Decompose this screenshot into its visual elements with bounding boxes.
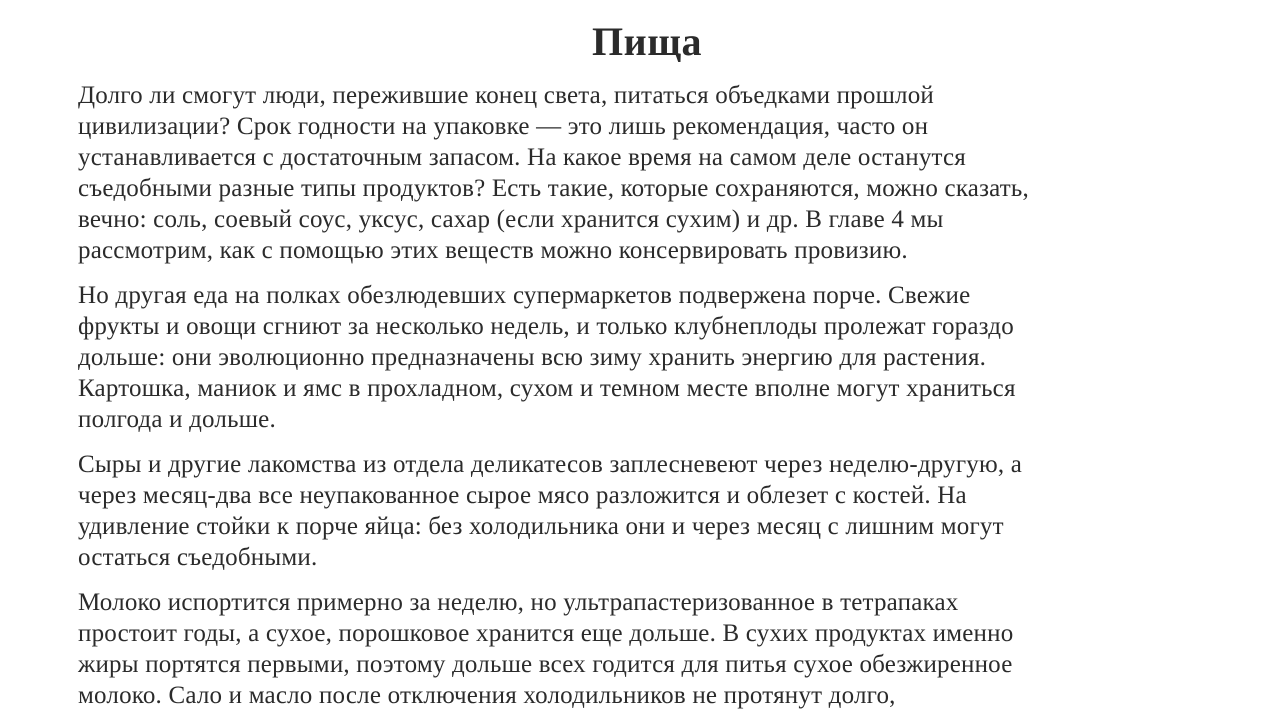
text-line: дольше: они эволюционно предназначены всю зиму хранить энергию для растения.: [78, 344, 987, 371]
document-body: [78, 80, 1216, 711]
text-line: Сыры и другие лакомства из отдела деликатесов заплесневеют через неделю-другую, а: [78, 451, 1023, 478]
text-line: устанавливается с достаточным запасом. На какое время на самом деле останутся: [78, 144, 966, 171]
paragraph-2: [78, 280, 1216, 435]
paragraph-1: [78, 80, 1216, 266]
text-line: Но другая еда на полках обезлюдевших супермаркетов подвержена порче. Свежие: [78, 282, 971, 309]
page-title: Пища: [592, 19, 702, 64]
text-line: Долго ли смогут люди, пережившие конец света, питаться объедками прошлой: [78, 82, 934, 109]
text-line: съедобными разные типы продуктов? Есть такие, которые сохраняются, можно сказать,: [78, 175, 1029, 202]
text-line: остаться съедобными.: [78, 544, 318, 571]
text-line: через месяц-два все неупакованное сырое мясо разложится и облезет с костей. На: [78, 482, 967, 509]
paragraph-4: [78, 587, 1216, 711]
text-line: полгода и дольше.: [78, 406, 276, 433]
text-line: фрукты и овощи сгниют за несколько недель, и только клубнеплоды пролежат гораздо: [78, 313, 1014, 340]
text-line: удивление стойки к порче яйца: без холодильника они и через месяц с лишним могут: [78, 513, 1004, 540]
text-line: рассмотрим, как с помощью этих веществ можно консервировать провизию.: [78, 237, 908, 264]
text-line: вечно: соль, соевый соус, уксус, сахар (если хранится сухим) и др. В главе 4 мы: [78, 206, 944, 233]
text-line: жиры портятся первыми, поэтому дольше всех годится для питья сухое обезжиренное: [78, 651, 1013, 678]
text-line: молоко. Сало и масло после отключения холодильников не протянут долго,: [78, 682, 896, 709]
text-line: простоит годы, а сухое, порошковое хранится еще дольше. В сухих продуктах именно: [78, 620, 1014, 647]
text-line: цивилизации? Срок годности на упаковке — это лишь рекомендация, часто он: [78, 113, 929, 140]
text-line: Картошка, маниок и ямс в прохладном, сухом и темном месте вполне могут храниться: [78, 375, 1016, 402]
text-line: Молоко испортится примерно за неделю, но ультрапастеризованное в тетрапаках: [78, 589, 959, 616]
paragraph-3: [78, 449, 1216, 573]
